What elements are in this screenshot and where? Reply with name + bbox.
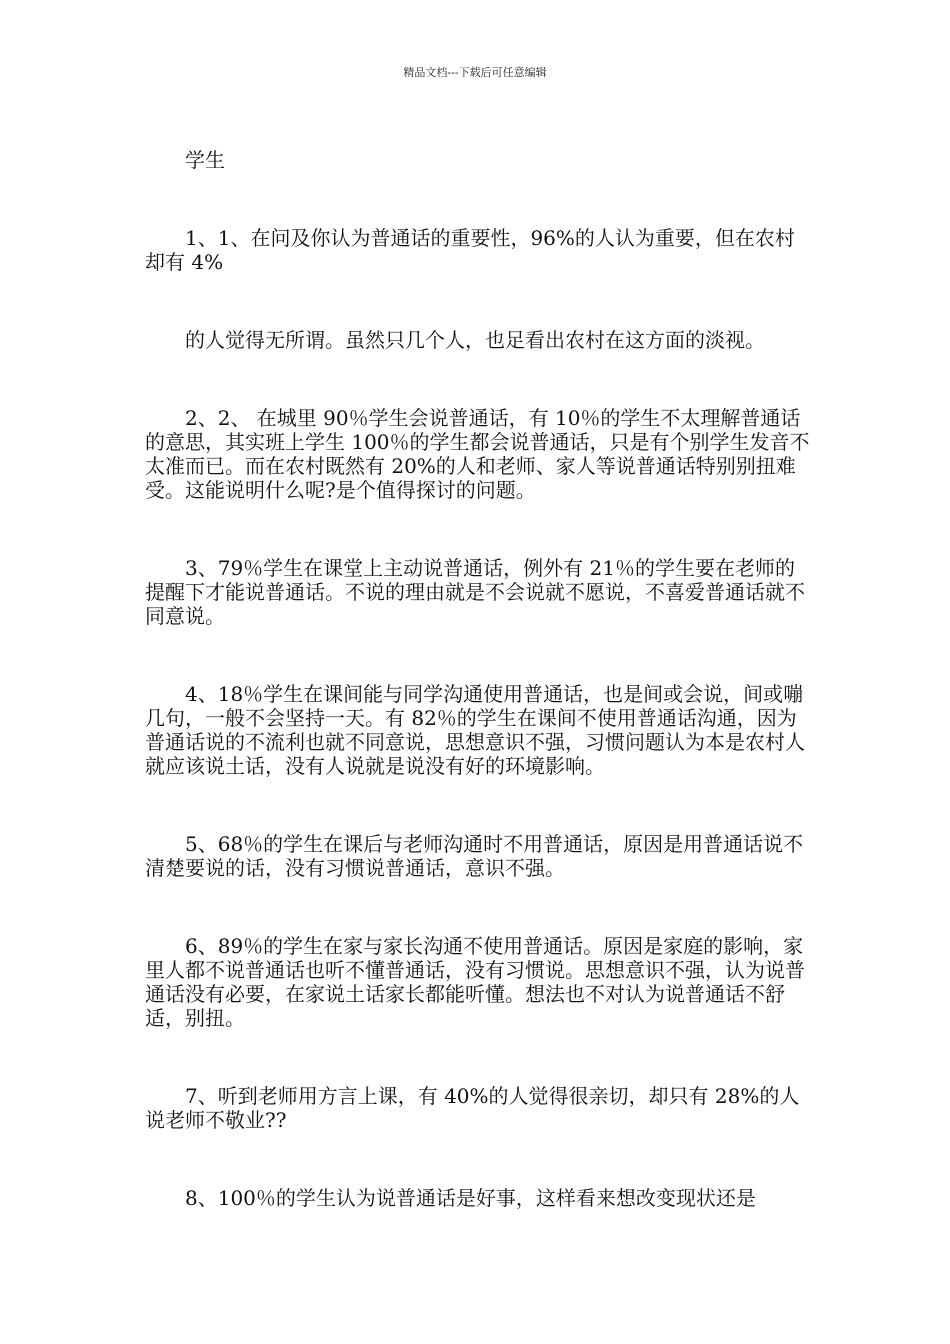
paragraph-6: 5、68％的学生在课后与老师沟通时不用普通话，原因是用普通话说不清楚要说的话，没有习惯说普通话，意识不强。 — [145, 832, 804, 880]
paragraph-1: 1、1、在问及你认为普通话的重要性，96%的人认为重要，但在农村却有 4% — [145, 226, 795, 274]
paragraph-2: 的人觉得无所谓。虽然只几个人，也足看出农村在这方面的淡视。 — [185, 328, 765, 352]
paragraph-8: 7、听到老师用方言上课，有 40%的人觉得很亲切，却只有 28%的人说老师不敬业?? — [145, 1084, 800, 1132]
paragraph-4: 3、79％学生在课堂上主动说普通话，例外有 21％的学生要在老师的提醒下才能说普通话。不说的理由就是不会说就不愿说，不喜爱普通话就不同意说。 — [145, 556, 805, 628]
paragraph-9: 8、100％的学生认为说普通话是好事，这样看来想改变现状还是 — [185, 1186, 756, 1210]
paragraph-5: 4、18％学生在课间能与同学沟通使用普通话，也是间或会说，间或嘣几句，一般不会坚持一天。有 82％的学生在课间不使用普通话沟通，因为普通话说的不流利也就不同意说，思想意识不强，习惯问题认为本是农村人就应该说土话，没有人说就是说没有好的环境影响。 — [145, 682, 805, 778]
document-body — [145, 148, 810, 1210]
page-header: 精品文档---下载后可任意编辑 — [403, 66, 547, 79]
section-heading: 学生 — [185, 148, 225, 172]
paragraph-3: 2、2、 在城里 90％学生会说普通话，有 10％的学生不太理解普通话的意思，其实班上学生 100％的学生都会说普通话，只是有个别学生发音不太准而已。而在农村既然有 20%的人和老师、家人等说普通话特别别扭难受。这能说明什么呢?是个值得探讨的问题。 — [145, 406, 810, 502]
paragraph-7: 6、89％的学生在家与家长沟通不使用普通话。原因是家庭的影响，家里人都不说普通话也听不懂普通话，没有习惯说。思想意识不强，认为说普通话没有必要，在家说土话家长都能听懂。想法也不对认为说普通话不舒适，别扭。 — [145, 934, 805, 1030]
